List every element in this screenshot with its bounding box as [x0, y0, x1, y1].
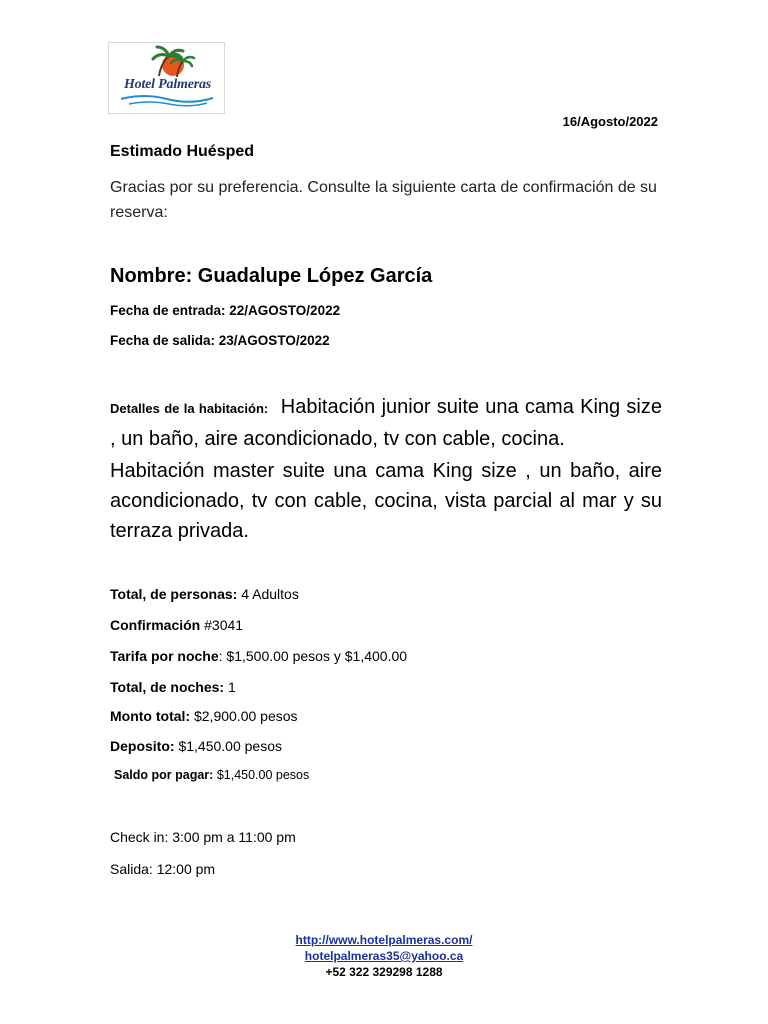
- guest-name: Nombre: Guadalupe López García: [110, 265, 433, 287]
- nights-value: 1: [227, 679, 236, 695]
- total-value: $2,900.00 pesos: [193, 708, 298, 724]
- room-detail-junior: Habitación junior suite una cama King size , un baño, aire acondicionado, tv con cable, cocina.: [110, 396, 662, 450]
- persons-label: Total, de personas:: [110, 586, 238, 602]
- room-detail-master: Habitación master suite una cama King size , un baño, aire acondicionado, tv con cable, cocina, vista parcial al mar y su terraza privada.: [110, 460, 662, 542]
- email-link[interactable]: hotelpalmeras35@yahoo.ca: [304, 949, 464, 963]
- deposit-label: Deposito:: [110, 738, 175, 754]
- total-line: [110, 708, 298, 724]
- persons-line: [110, 586, 299, 602]
- deposit-line: [110, 738, 282, 754]
- check-in-date: Fecha de entrada: 22/AGOSTO/2022: [110, 303, 341, 318]
- greeting: Estimado Huésped: [110, 143, 255, 160]
- balance-label: Saldo por pagar:: [114, 768, 214, 782]
- letter-date: 16/Agosto/2022: [562, 114, 658, 129]
- rate-line: [110, 648, 407, 664]
- deposit-value: $1,450.00 pesos: [178, 738, 282, 754]
- hotel-logo: [108, 42, 225, 114]
- nights-label: Total, de noches:: [110, 679, 225, 695]
- confirmation-value: #3041: [204, 617, 244, 633]
- balance-value: $1,450.00 pesos: [216, 768, 310, 782]
- room-details: [110, 392, 662, 454]
- confirmation-line: [110, 617, 243, 633]
- footer-contact: [0, 932, 768, 980]
- check-out-date: Fecha de salida: 23/AGOSTO/2022: [110, 333, 330, 348]
- total-label: Monto total:: [110, 708, 191, 724]
- persons-value: 4 Adultos: [241, 586, 299, 602]
- nights-line: [110, 679, 236, 695]
- check-in-time: Check in: 3:00 pm a 11:00 pm: [110, 829, 296, 845]
- phone-number: +52 322 329298 1288: [325, 965, 443, 979]
- intro-text: Gracias por su preferencia. Consulte la siguiente carta de confirmación de su reserva:: [110, 179, 657, 221]
- rate-value: : $1,500.00 pesos y $1,400.00: [218, 648, 408, 664]
- room-details-label: Detalles de la habitación:: [110, 401, 269, 416]
- balance-line: [114, 768, 309, 782]
- confirmation-label: Confirmación: [110, 617, 201, 633]
- website-link[interactable]: http://www.hotelpalmeras.com/: [295, 933, 473, 947]
- checkout-time: Salida: 12:00 pm: [110, 861, 216, 877]
- logo-text: Hotel Palmeras: [123, 77, 212, 92]
- rate-label: Tarifa por noche: [110, 648, 219, 664]
